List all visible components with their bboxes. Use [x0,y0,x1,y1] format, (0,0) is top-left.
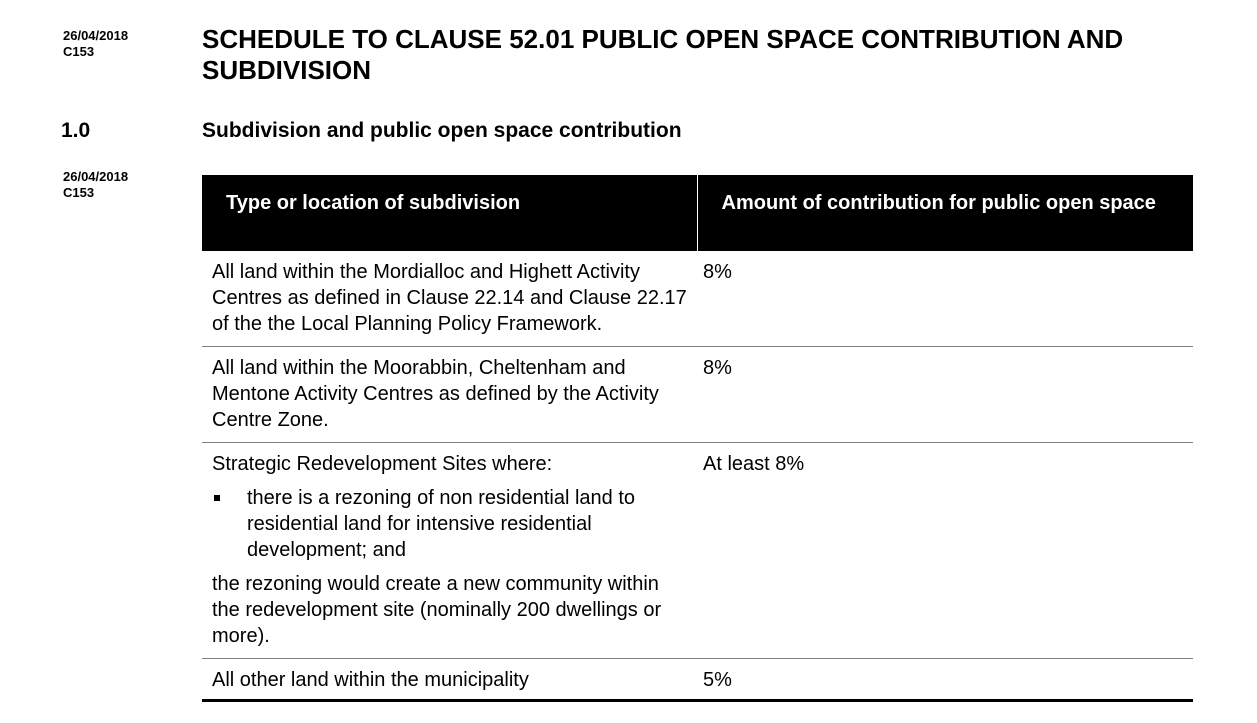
contribution-amount-cell: 8% [697,251,1193,347]
bullet-list [212,485,687,563]
contribution-amount-cell: 5% [697,659,1193,701]
amendment-date: 26/04/2018 [63,28,129,43]
amendment-date: 26/04/2018 [63,169,129,184]
amendment-note-title [63,28,128,60]
subdivision-type-cell [202,443,697,659]
column-header-amount: Amount of contribution for public open space [697,175,1193,251]
subdivision-type-cell: All other land within the municipality [202,659,697,701]
contribution-amount-cell: At least 8% [697,443,1193,659]
table-header-row [202,175,1193,251]
contribution-amount-cell: 8% [697,347,1193,443]
subdivision-type-cell: All land within the Mordialloc and Highett Activity Centres as defined in Clause 22.14 and Clause 22.17 of the the Local Planning Policy Framework. [202,251,697,347]
section-heading: Subdivision and public open space contribution [202,119,682,142]
bullet-text: there is a rezoning of non residential land to residential land for intensive residential development; and [247,487,636,561]
section-number: 1.0 [61,119,91,142]
table-row [202,443,1193,659]
table-row [202,347,1193,443]
amendment-note-section [63,169,128,201]
document-title: SCHEDULE TO CLAUSE 52.01 PUBLIC OPEN SPACE CONTRIBUTION AND SUBDIVISION [202,24,1124,85]
amendment-number: C153 [63,185,95,200]
square-bullet-icon [214,495,220,501]
subdivision-type-cell: All land within the Moorabbin, Cheltenham and Mentone Activity Centres as defined by the Activity Centre Zone. [202,347,697,443]
strategic-sites-outro: the rezoning would create a new community within the redevelopment site (nominally 200 dwellings or more). [212,573,662,647]
table-row [202,251,1193,347]
list-item [212,485,687,563]
table-row [202,659,1193,701]
amendment-number: C153 [63,44,95,59]
strategic-sites-intro: Strategic Redevelopment Sites where: [212,453,553,475]
contribution-table [202,175,1193,702]
column-header-type: Type or location of subdivision [202,175,697,251]
